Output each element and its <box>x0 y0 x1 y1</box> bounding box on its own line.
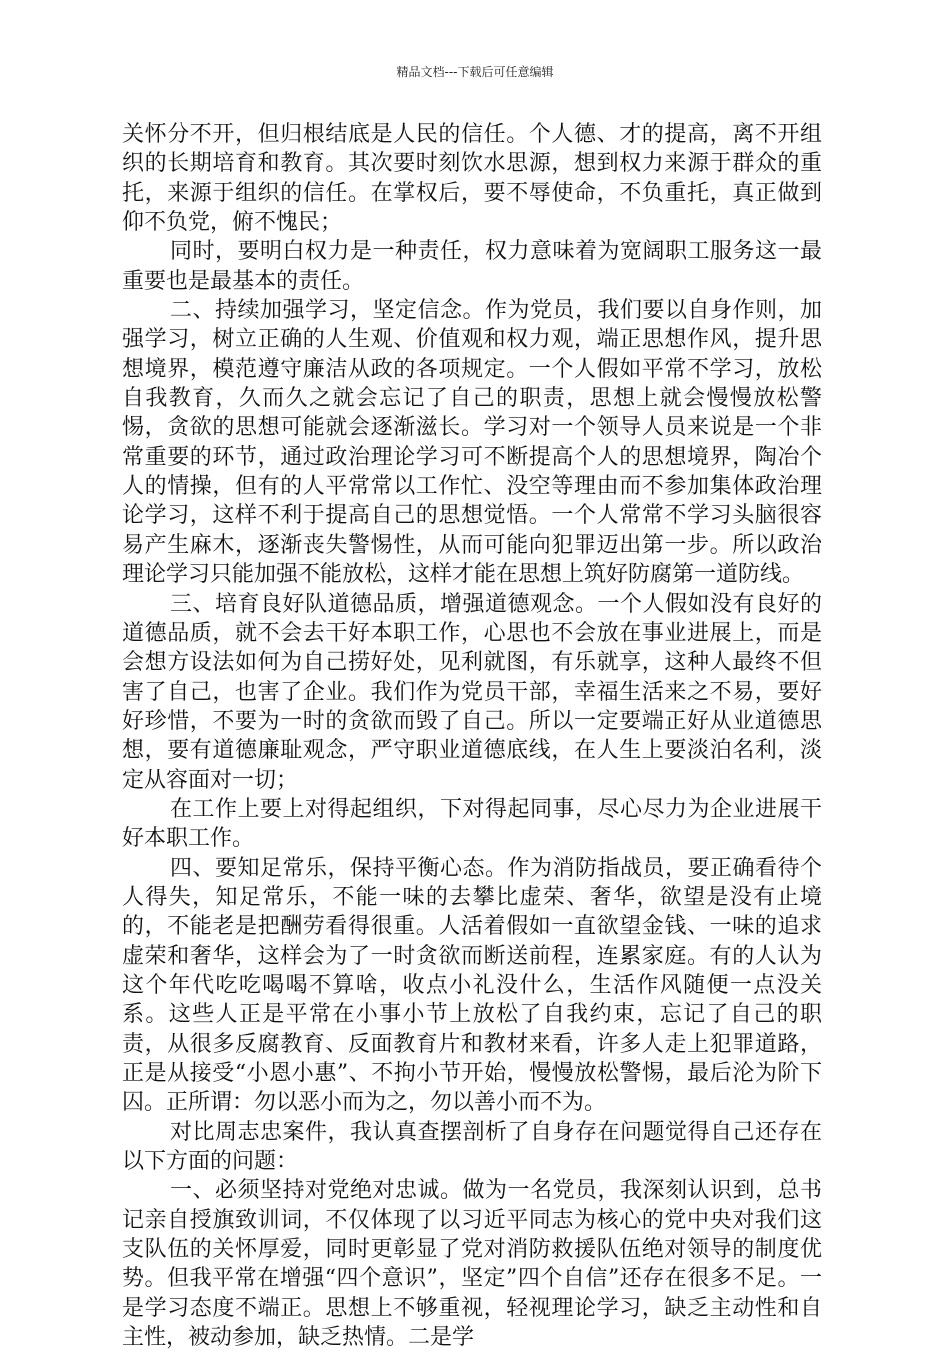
paragraph-1: 关怀分不开，但归根结底是人民的信任。个人德、才的提高，离不开组织的长期培育和教育。其次要时刻饮水思源，想到权力来源于群众的重托，来源于组织的信任。在掌权后，要不辱使命，不负重托，真正做到仰不负党，俯不愧民； <box>122 122 822 236</box>
paragraph-2: 同时，要明白权力是一种责任，权力意味着为宽阔职工服务这一最重要也是最基本的责任。 <box>122 239 822 294</box>
paragraph-6: 四、要知足常乐，保持平衡心态。作为消防指战员，要正确看待个人得失，知足常乐，不能一味的去攀比虚荣、奢华，欲望是没有止境的，不能老是把酬劳看得很重。人活着假如一直欲望金钱、一味的追求虚荣和奢华，这样会为了一时贪欲而断送前程，连累家庭。有的人认为这个年代吃吃喝喝不算啥，收点小礼没什么，生活作风随便一点没关系。这些人正是平常在小事小节上放松了自我约束，忘记了自己的职责，从很多反腐教育、反面教育片和教材来看，许多人走上犯罪道路，正是从接受“小恩小惠”、不拘小节开始，慢慢放松警惕，最后沦为阶下囚。正所谓：勿以恶小而为之，勿以善小而不为。 <box>122 855 822 1116</box>
paragraph-4: 三、培育良好队道德品质，增强道德观念。一个人假如没有良好的道德品质，就不会去干好本职工作，心思也不会放在事业进展上，而是会想方设法如何为自己捞好处，见利就图，有乐就享，这种人最终不但害了自己，也害了企业。我们作为党员干部，幸福生活来之不易，要好好珍惜，不要为一时的贪欲而毁了自己。所以一定要端正好从业道德思想，要有道德廉耻观念，严守职业道德底线，在人生上要淡泊名利，淡定从容面对一切； <box>122 591 822 793</box>
document-body <box>122 120 822 1352</box>
paragraph-5: 在工作上要上对得起组织，下对得起同事，尽心尽力为企业进展干好本职工作。 <box>122 796 822 852</box>
paragraph-3: 二、持续加强学习，坚定信念。作为党员，我们要以自身作则，加强学习，树立正确的人生观、价值观和权力观，端正思想作风，提升思想境界，模范遵守廉洁从政的各项规定。一个人假如平常不学习，放松自我教育，久而久之就会忘记了自己的职责，思想上就会慢慢放松警惕，贪欲的思想可能就会逐渐滋长。学习对一个领导人员来说是一个非常重要的环节，通过政治理论学习可不断提高个人的思想境界，陶冶个人的情操，但有的人平常常以工作忙、没空等理由而不参加集体政治理论学习，这样不利于提高自己的思想觉悟。一个人常常不学习头脑很容易产生麻木，逐渐丧失警惕性，从而可能向犯罪迈出第一步。所以政治理论学习只能加强不能放松，这样才能在思想上筑好防腐第一道防线。 <box>122 298 822 588</box>
paragraph-8: 一、必须坚持对党绝对忠诚。做为一名党员，我深刻认识到，总书记亲自授旗致训词，不仅体现了以习近平同志为核心的党中央对我们这支队伍的关怀厚爱，同时更彰显了党对消防救援队伍绝对领导的制度优势。但我平常在增强“四个意识”，坚定”四个自信”还存在很多不足。一是学习态度不端正。思想上不够重视，轻视理论学习，缺乏主动性和自主性，被动参加，缺乏热情。二是学 <box>122 1178 822 1351</box>
page-header: 精品文档---下载后可任意编辑 <box>396 65 554 79</box>
paragraph-7: 对比周志忠案件，我认真查摆剖析了自身存在问题觉得自己还存在以下方面的问题： <box>122 1119 822 1175</box>
